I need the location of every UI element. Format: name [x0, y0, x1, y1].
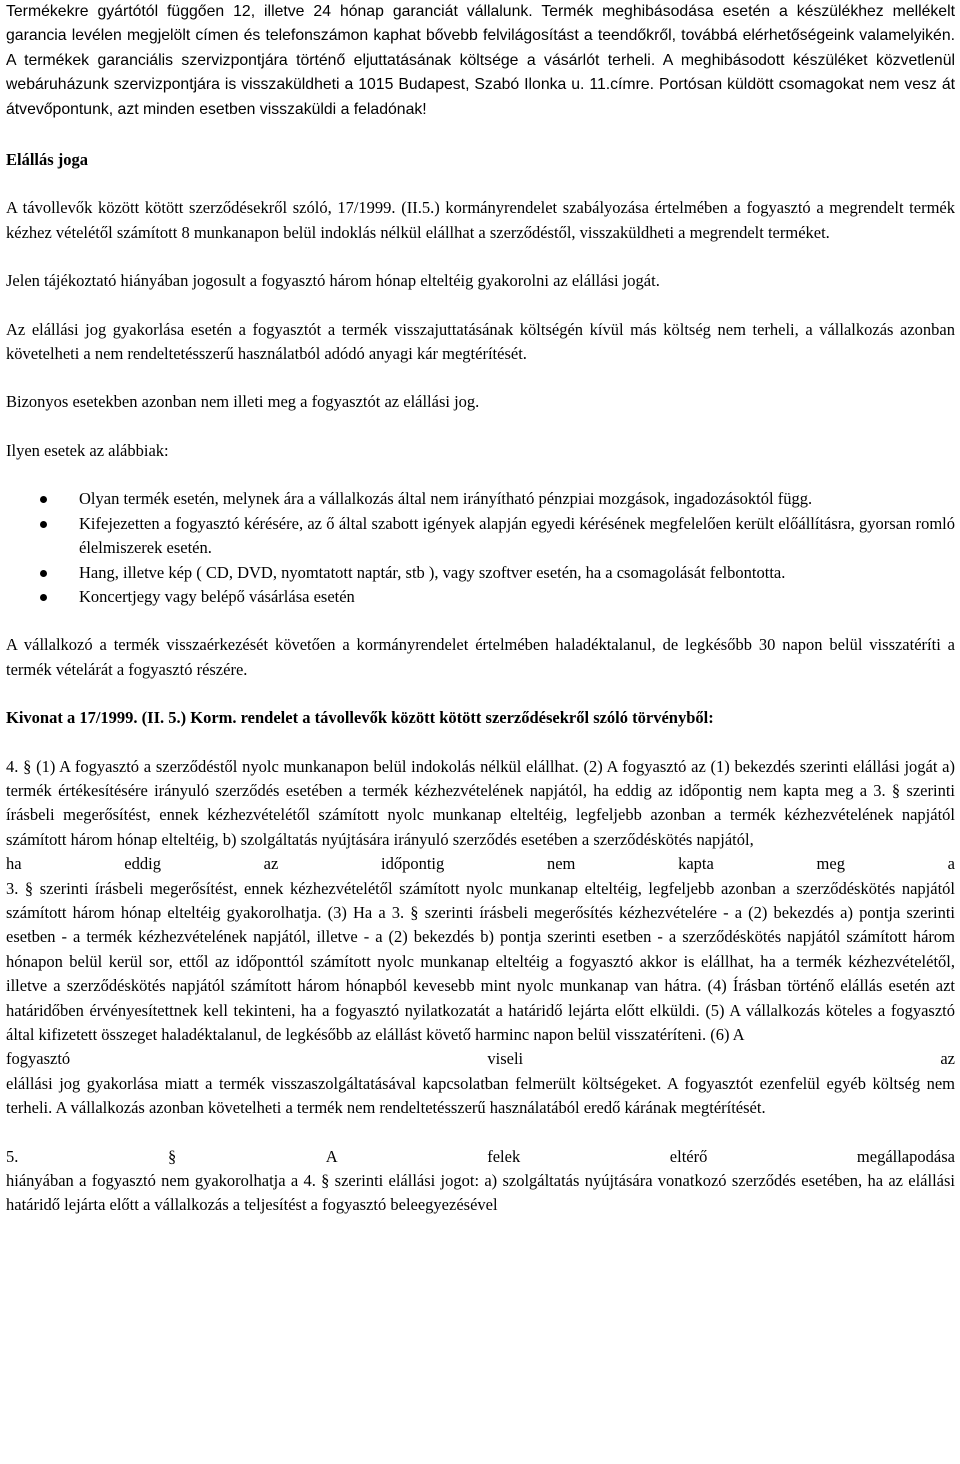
- section-5-text-1: hiányában a fogyasztó nem gyakorolhatja a 4. § szerinti elállási jogot: a) szolgáltatás nyújtására vonatkozó szerződés esetében, ha az elállási határidő lejárta előtt a vállalkozás a teljesítést a fogyasztó beleegyezésével: [6, 1171, 955, 1215]
- spread-word: nem: [546, 854, 576, 874]
- section-5-spread-line: [6, 1145, 955, 1169]
- list-item-text: Koncertjegy vagy belépő vásárlása esetén: [79, 586, 355, 606]
- list-item-text: Hang, illetve kép ( CD, DVD, nyomtatott naptár, stb ), vagy szoftver esetén, ha a csomagolását felbontotta.: [79, 562, 786, 582]
- section-4-spread-line-1: [6, 852, 955, 876]
- spread-word: a: [947, 854, 955, 874]
- bullet-icon: [40, 521, 47, 528]
- spread-word: megállapodása: [856, 1146, 955, 1166]
- list-item: [6, 561, 955, 585]
- list-item-text: Olyan termék esetén, melynek ára a vállalkozás által nem irányítható pénzpiai mozgások, ingadozásoktól függ.: [79, 489, 813, 509]
- excerpt-heading: Kivonat a 17/1999. (II. 5.) Korm. rendelet a távollevők között kötött szerződésekről szóló törvényből:: [6, 708, 714, 728]
- withdrawal-paragraph-3: Az elállási jog gyakorlása esetén a fogyasztót a termék visszajuttatásának költségén kívül más költség nem terheli, a vállalkozás azonban követelheti a nem rendeltetésszerű használatból adódó anyagi kár megtérítését.: [6, 319, 955, 364]
- spread-word: A: [325, 1146, 338, 1166]
- section-4-spread-line-2: [6, 1047, 955, 1071]
- list-item: [6, 512, 955, 561]
- warranty-paragraph: Termékekre gyártótól függően 12, illetve 24 hónap garanciát vállalunk. Termék meghibásodása esetén a készülékhez mellékelt garancia levélen megjelölt címen és telefonszámon kaphat bővebb felvilágosítást a teendőkről, továbbá elérhetőségeink valamelyikén. A termékek garanciális szervizpontjára történő eljuttatásának költsége a vásárlót terheli. A meghibásodott készüléket közvetlenül webáruházunk szervizpontjára is visszaküldheti a 1015 Budapest, Szabó Ilonka u. 11.címre. Portósan küldött csomagokat nem vesz át átvevőpontunk, azt minden esetben visszaküldi a feladónak!: [6, 3, 955, 118]
- list-item: [6, 585, 955, 609]
- withdrawal-paragraph-1: A távollevők között kötött szerződésekről szóló, 17/1999. (II.5.) kormányrendelet szabályozása értelmében a fogyasztó a megrendelt termék kézhez vételétől számított 8 munkanapon belül indoklás nélkül elállhat a szerződéstől, visszaküldheti a megrendelt terméket.: [6, 198, 955, 242]
- spread-word: viseli: [487, 1049, 524, 1069]
- spread-word: az: [263, 854, 279, 874]
- bullet-icon: [40, 594, 47, 601]
- list-item-text: Kifejezetten a fogyasztó kérésére, az ő által szabott igények alapján egyedi kérésének megfelelően került előállításra, gyorsan romló élelmiszerek esetén.: [79, 513, 955, 558]
- withdrawal-paragraph-4: Bizonyos esetekben azonban nem illeti meg a fogyasztót az elállási jog.: [6, 392, 480, 412]
- spread-word: felek: [487, 1146, 521, 1166]
- spread-word: kapta: [678, 854, 714, 874]
- refund-paragraph: A vállalkozó a termék visszaérkezését követően a kormányrendelet értelmében haladéktalanul, de legkésőbb 30 napon belül visszatéríti a termék vételárát a fogyasztó részére.: [6, 635, 955, 679]
- spread-word: időpontig: [381, 854, 445, 874]
- exception-list: [6, 487, 955, 609]
- document-page: [6, 0, 955, 1218]
- spread-word: §: [167, 1146, 177, 1166]
- spread-word: fogyasztó: [6, 1049, 71, 1069]
- spread-word: eddig: [124, 854, 161, 874]
- withdrawal-paragraph-5: Ilyen esetek az alábbiak:: [6, 440, 169, 460]
- withdrawal-heading: Elállás joga: [6, 150, 89, 170]
- spread-word: ha: [6, 854, 22, 874]
- bullet-icon: [40, 570, 47, 577]
- spread-word: meg: [816, 854, 845, 874]
- section-4-text-2: 3. § szerinti írásbeli megerősítést, ennek kézhezvételétől számított nyolc munkanap elteltéig, legfeljebb azonban a szerződéskötés napjától számított három hónap elteltéig gyakorolhatja. (3) Ha a 3. § szerinti írásbeli megerősítés kézhezvételére - a (2) bekezdés a) pontja szerinti esetben - a termék kézhezvételének napjától, illetve - a (2) bekezdés b) pontja szerinti esetben - a szerződéskötés napjától számított három hónapon belül kerül sor, ettől az időponttól számított nyolc munkanap elteltéig a fogyasztó akkor is elállhat, ha a termék kézhezvételétől, illetve a szerződéskötés napjától számított három hónapból kevesebb mint nyolc munkanap van hátra. (4) Írásban történő elállás esetén azt határidőben érvényesítettnek kell tekinteni, ha a fogyasztó nyilatkozatát a határidő lejárta előtt elküldi. (5) A vállalkozás köteles a fogyasztó által kifizetett összeget haladéktalanul, de legkésőbb az elállást követő harminc napon belül visszatéríteni. (6) A: [6, 878, 955, 1044]
- bullet-icon: [40, 496, 47, 503]
- spread-word: az: [940, 1049, 955, 1069]
- list-item: [6, 487, 955, 511]
- spread-word: eltérő: [669, 1146, 708, 1166]
- withdrawal-paragraph-2: Jelen tájékoztató hiányában jogosult a fogyasztó három hónap elteltéig gyakorolni az elállási jogát.: [6, 271, 660, 291]
- section-4-text-3: elállási jog gyakorlása miatt a termék visszaszolgáltatásával kapcsolatban felmerült költségeket. A fogyasztót ezenfelül egyéb költség nem terheli. A vállalkozás azonban követelheti a termék nem rendeltetésszerű használatából eredő kárának megtérítését.: [6, 1073, 955, 1118]
- section-4-text-1: 4. § (1) A fogyasztó a szerződéstől nyolc munkanapon belül indokolás nélkül elállhat. (2) A fogyasztó az (1) bekezdés szerinti elállási jogát a) termék értékesítésére irányuló szerződés esetében a termék kézhezvételének napjától, ha eddig az időpontig nem kapta meg a 3. § szerinti írásbeli megerősítést, ennek kézhezvételétől számított nyolc munkanap elteltéig, legfeljebb azonban a termék kézhezvételének napjától számított három hónap elteltéig, b) szolgáltatás nyújtására irányuló szerződés esetében a szerződéskötés napjától,: [6, 756, 955, 849]
- spread-word: 5.: [6, 1146, 19, 1166]
